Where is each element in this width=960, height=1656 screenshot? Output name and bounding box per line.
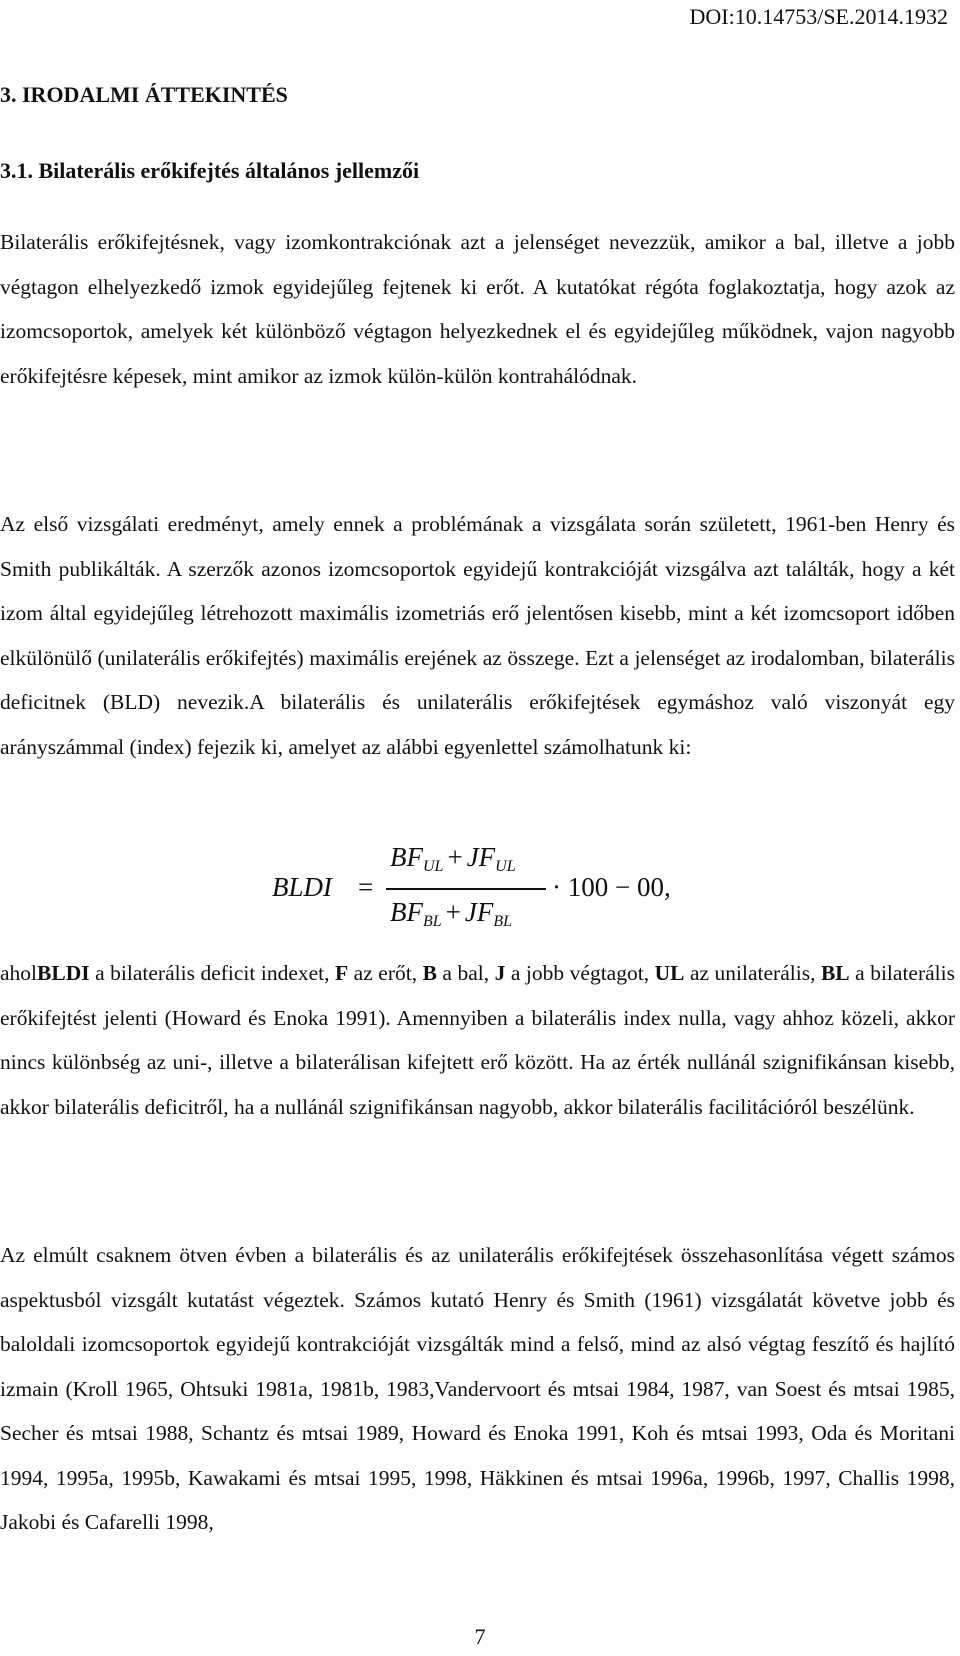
p3-text-4: a jobb végtagot, [505, 961, 655, 985]
formula-denominator [390, 897, 512, 931]
formula-den-plus: + [445, 897, 461, 927]
formula-multiplier [552, 872, 671, 903]
term-j: J [494, 961, 506, 985]
p3-text-6: a bilaterális erőkifejtést jelenti (Howard és Enoka 1991). Amennyiben a bilaterális index nulla, vagy ahhoz közeli, akkor nincs különbség az uni-, illetve a bilaterálisan kifejtett erő között. Ha az érték nullánál szignifikánsan kisebb, akkor bilaterális deficitről, ha a nullánál szignifikánsan nagyobb, akkor bilaterális facilitációról beszélünk. [0, 961, 955, 1119]
formula-den-bf-sub: BL [423, 913, 442, 930]
paragraph-4: Az elmúlt csaknem ötven évben a bilaterális és az unilaterális erőkifejtések összehasonlítása végett számos aspektusból vizsgált kutatást végeztek. Számos kutató Henry és Smith (1961) vizsgálatát követve jobb és baloldali izomcsoportok egyidejű kontrakcióját vizsgálták mind a felső, mind az alsó végtag feszítő és hajlító izmain (Kroll 1965, Ohtsuki 1981a, 1981b, 1983,Vandervoort és mtsai 1984, 1987, van Soest és mtsai 1985, Secher és mtsai 1988, Schantz és mtsai 1989, Howard és Enoka 1991, Koh és mtsai 1993, Oda és Moritani 1994, 1995a, 1995b, Kawakami és mtsai 1995, 1998, Häkkinen és mtsai 1996a, 1996b, 1997, Challis 1998, Jakobi és Cafarelli 1998, [0, 1243, 955, 1534]
formula-lhs: BLDI [272, 872, 332, 902]
section-title: 3.1. Bilaterális erőkifejtés általános jellemzői [0, 158, 420, 183]
term-f: F [335, 961, 349, 985]
formula-num-bf: BF [390, 842, 423, 872]
formula-num-jf-sub: UL [495, 858, 516, 875]
term-bldi: BLDI [37, 961, 90, 985]
page-number: 7 [474, 1624, 486, 1649]
paragraph-1: Bilaterális erőkifejtésnek, vagy izomkontrakciónak azt a jelenséget nevezzük, amikor a bal, illetve a jobb végtagon elhelyezkedő izmok egyidejűleg fejtenek ki erőt. A kutatókat régóta foglakoztatja, hogy azok az izomcsoportok, amelyek két különböző végtagon helyezkednek el és egyidejűleg működnek, vajon nagyobb erőkifejtésre képesek, mint amikor az izmok külön-külön kontrahálódnak. [0, 230, 955, 388]
p3-text-3: a bal, [436, 961, 495, 985]
bldi-formula [268, 842, 688, 938]
formula-den-jf: JF [464, 897, 494, 927]
formula-den-jf-sub: BL [493, 913, 513, 930]
term-ul: UL [654, 961, 685, 985]
p3-text-2: az erőt, [348, 961, 423, 985]
term-b: B [422, 961, 437, 985]
formula-fraction-bar [386, 888, 546, 890]
formula-num-bf-sub: UL [423, 858, 444, 875]
formula-num-plus: + [447, 842, 463, 872]
p3-intro: ahol [0, 961, 38, 985]
formula-equals: = [358, 872, 374, 902]
doi-header: DOI:10.14753/SE.2014.1932 [689, 4, 948, 29]
paragraph-3 [0, 951, 955, 1129]
p3-text-1: a bilaterális deficit indexet, [89, 961, 336, 985]
formula-numerator [390, 842, 516, 876]
formula-rest: · 100 − 00 [552, 872, 664, 902]
p3-text-5: az unilaterális, [684, 961, 821, 985]
formula-den-bf: BF [390, 897, 423, 927]
formula-num-jf: JF [466, 842, 496, 872]
term-bl: BL [820, 961, 850, 985]
paragraph-2: Az első vizsgálati eredményt, amely ennek a problémának a vizsgálata során született, 1961-ben Henry és Smith publikálták. A szerzők azonos izomcsoportok egyidejű kontrakcióját vizsgálva azt találták, hogy a két izom által egyidejűleg létrehozott maximális izometriás erő jelentősen kisebb, mint a két izomcsoport időben elkülönülő (unilaterális erőkifejtés) maximális erejének az összege. Ezt a jelenséget az irodalomban, bilaterális deficitnek (BLD) nevezik.A bilaterális és unilaterális erőkifejtések egymáshoz való viszonyát egy arányszámmal (index) fejezik ki, amelyet az alábbi egyenlettel számolhatunk ki: [0, 512, 955, 759]
chapter-title: 3. IRODALMI ÁTTEKINTÉS [0, 82, 288, 107]
formula-trailing-comma: , [663, 872, 671, 902]
